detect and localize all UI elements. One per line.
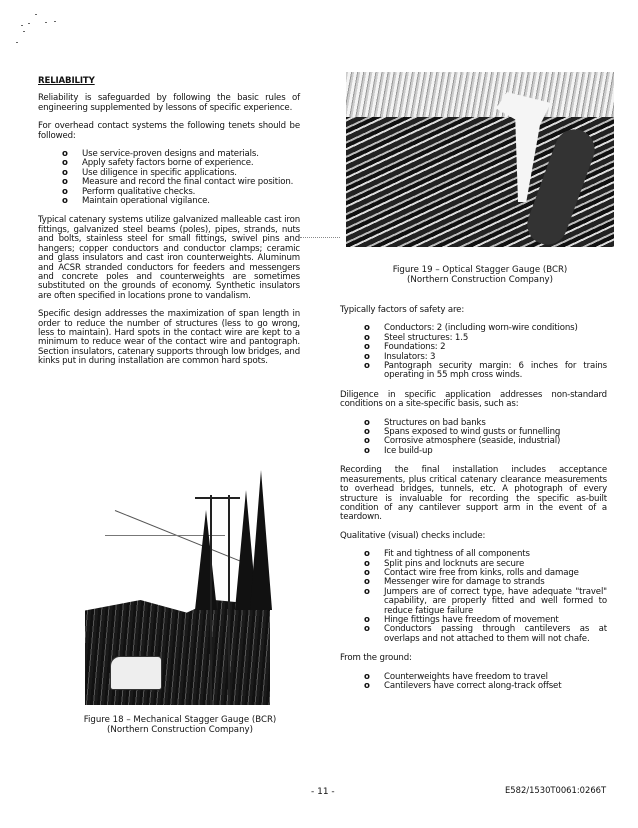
list-item: o Corrosive atmosphere (seaside, industrial) — [364, 437, 607, 446]
figure-19-caption — [345, 266, 615, 285]
qualitative-list — [340, 550, 607, 644]
list-item: o Contact wire free from kinks, rolls and damage — [364, 569, 607, 578]
caption-title: Figure 19 – Optical Stagger Gauge (BCR) — [392, 265, 568, 275]
cantilever-arm — [195, 497, 240, 499]
list-item: o Structures on bad banks — [364, 419, 607, 428]
list-item: o Ice build-up — [364, 447, 607, 456]
document-code: E582/1530T0061:0266T — [505, 785, 607, 795]
diligence-list — [340, 419, 607, 457]
recording-paragraph: Recording the final installation includes acceptance measurements, plus critical catenary clearance measurements to overhead bridges, tunnels, etc. A photograph of every structure is invaluable for recording the specific as-built condition of any cantilever support arm in the event of a teardown. — [340, 465, 607, 523]
caption-credit: (Northern Construction Company) — [407, 274, 553, 285]
materials-paragraph: Typical catenary systems utilize galvanized malleable cast iron fittings, galvanized steel beams (poles), pipes, strands, nuts and bolts, stainless steel for small fittings, swivel pins and hangers; copper conductors and conductor clamps; ceramic and glass insulators and cast iron counterweights. Aluminum and ACSR stranded conductors for feeders and messengers and concrete poles and counterweights are sometimes substituted on the grounds of economy. Synthetic insulators are often specified in locations prone to vandalism. — [38, 215, 300, 301]
figure-18-caption — [60, 716, 300, 735]
tenets-list — [38, 150, 300, 206]
list-item: o Pantograph security margin: 6 inches for trains operating in 55 mph cross winds. — [364, 362, 607, 381]
photo-ballast — [346, 72, 614, 117]
tenets-intro: For overhead contact systems the following tenets should be followed: — [38, 121, 300, 141]
list-item: o Messenger wire for damage to strands — [364, 578, 607, 587]
list-item: o Apply safety factors borne of experience. — [62, 159, 300, 168]
list-item: o Conductors: 2 (including worn-wire conditions) — [364, 324, 607, 333]
safety-factors-list — [340, 324, 607, 380]
list-item: o Cantilevers have correct along-track offset — [364, 682, 607, 691]
qualitative-intro: Qualitative (visual) checks include: — [340, 530, 486, 541]
design-paragraph: Specific design addresses the maximization of span length in order to reduce the number of structures (less to go wrong, less to maintain). Hard spots in the contact wire are kept to a minimum to reduce wear of the contact wire and pantograph. Section insulators, catenary supports through low bridges, and kinks put in during installation are common hard spots. — [38, 309, 300, 367]
figure-19-photo — [346, 72, 614, 247]
diligence-intro: Diligence in specific application addresses non-standard conditions on a site-specific basis, such as: — [340, 389, 607, 410]
list-item: o Split pins and locknuts are secure — [364, 560, 607, 569]
list-item: o Measure and record the final contact wire position. — [62, 178, 300, 187]
list-item: o Perform qualitative checks. — [62, 188, 300, 197]
list-item: o Use diligence in specific applications. — [62, 169, 300, 178]
safety-intro: Typically factors of safety are: — [340, 305, 465, 315]
list-item: o Foundations: 2 — [364, 343, 607, 352]
list-item: o Hinge fittings have freedom of movement — [364, 616, 607, 625]
list-item: o Use service-proven designs and materials. — [62, 150, 300, 159]
reliability-intro: Reliability is safeguarded by following the basic rules of engineering supplemented by lessons of specific experience. — [38, 93, 300, 113]
ground-list — [340, 673, 607, 692]
figure-18-photo — [85, 455, 270, 705]
list-item: o Spans exposed to wind gusts or funnelling — [364, 428, 607, 437]
left-column — [38, 77, 300, 376]
photo-vehicle — [110, 656, 162, 690]
list-item: o Jumpers are of correct type, have adequate "travel" capability, are properly fitted and well formed to reduce fatigue failure — [364, 588, 607, 616]
list-item: o Steel structures: 1.5 — [364, 334, 607, 343]
list-item: o Maintain operational vigilance. — [62, 197, 300, 206]
list-item: o Conductors passing through cantilevers as at overlaps and not attached to them will not chafe. — [364, 625, 607, 644]
list-item: o Fit and tightness of all components — [364, 550, 607, 559]
list-item: o Insulators: 3 — [364, 353, 607, 362]
section-heading-reliability: RELIABILITY — [38, 76, 95, 86]
page-number: - 11 - — [311, 787, 335, 797]
caption-credit: (Northern Construction Company) — [107, 724, 253, 735]
catenary-mast — [210, 495, 230, 705]
list-item: o Counterweights have freedom to travel — [364, 673, 607, 682]
scan-artifact-line — [300, 237, 340, 238]
scan-specks — [14, 12, 64, 47]
caption-title: Figure 18 – Mechanical Stagger Gauge (BCR) — [83, 715, 277, 725]
ground-intro: From the ground: — [340, 653, 412, 664]
right-column — [340, 306, 607, 701]
